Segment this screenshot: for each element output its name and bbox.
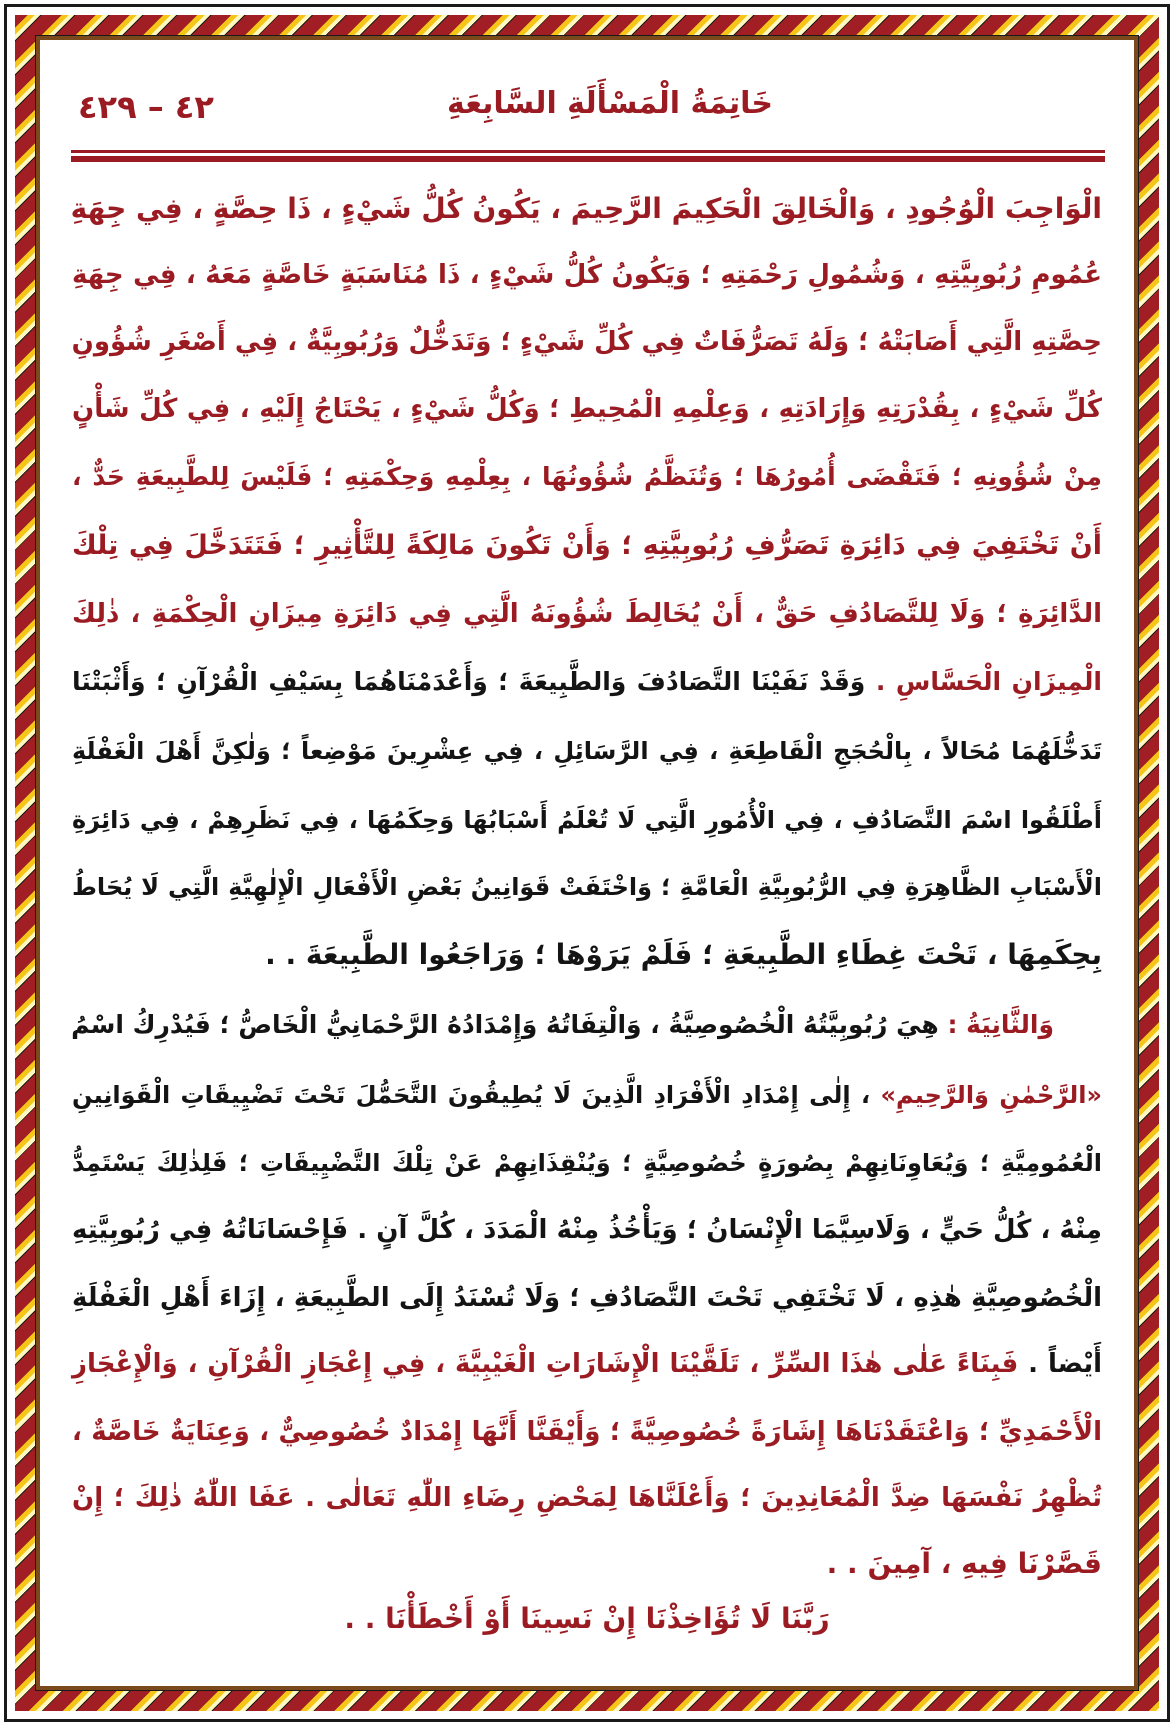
text-line	[72, 317, 1102, 367]
body-text-segment: أَيْضاً .	[1018, 1349, 1102, 1379]
highlighted-text: الْوَاجِبَ الْوُجُودِ ، وَالْخَالِقَ الْحَكِيمَ الرَّحِيمَ ، يَكُونُ كُلُّ شَيْءٍ ، ذَا حِصَّةٍ ، فِي جِهَةِ	[70, 192, 1102, 225]
text-line	[72, 1339, 1102, 1389]
text-line	[72, 1138, 1102, 1188]
body-text-segment: هِيَ رُبُوبِيَّتُهُ الْخُصُوصِيَّةُ ، وَالْتِفَاتُهُ وَإِمْدَادُهُ الرَّحْمَانِيُّ الْخَاصُّ ؛ فَيُدْرِكُ اسْمُ	[71, 1010, 939, 1039]
text-line	[72, 184, 1102, 234]
highlighted-text: الْأَحْمَدِيِّ ؛ وَاعْتَقَدْنَاهَا إِشَارَةً خُصُوصِيَّةً ؛ وَأَيْقَنَّا أَنَّهَا إِمْدَادٌ خُصُوصِيٌّ ، وَعِنَايَةٌ خَاصَّةٌ ،	[72, 1417, 1102, 1447]
body-text-segment: الْعُمُومِيَّةِ ؛ وَيُعَاوِنَانِهِمْ بِصُورَةٍ خُصُوصِيَّةٍ ؛ وَيُنْقِذَانِهِمْ عَنْ تِلْكَ التَّضْيِيقَاتِ ؛ فَلِذٰلِكَ يَسْتَمِدُّ	[72, 1149, 1102, 1177]
text-line	[72, 1407, 1102, 1457]
body-text-segment: الْأَسْبَابِ الظَّاهِرَةِ فِي الرُّبُوبِيَّةِ الْعَامَّةِ ؛ وَاخْتَفَتْ قَوَانِينُ بَعْضِ الْأَفْعَالِ الْإِلٰهِيَّةِ الَّتِي لَا يُحَاطُ	[72, 873, 1102, 901]
highlighted-text: قَصَّرْنَا فِيهِ ، آمِينَ . .	[826, 1547, 1102, 1580]
highlighted-text: حِصَّتِهِ الَّتِي أَصَابَتْهُ ؛ وَلَهُ تَصَرُّفَاتٌ فِي كُلِّ شَيْءٍ ؛ وَتَدَخُّلٌ وَرُبُوبِيَّةٌ ، فِي أَصْغَرِ شُؤُونِ	[71, 327, 1102, 357]
text-line	[72, 1473, 1102, 1523]
text-line	[72, 862, 1102, 912]
highlighted-text: «الرَّحْمٰنِ وَالرَّحِيمِ»	[870, 1081, 1102, 1109]
highlighted-text: الدَّائِرَةِ ؛ وَلَا لِلتَّصَادُفِ حَقٌّ ، أَنْ يُخَالِطَ شُؤُونَهُ الَّتِي فِي دَائِرَةِ مِيزَانِ الْحِكْمَةِ ، ذٰلِكَ	[72, 599, 1102, 629]
highlighted-text: أَنْ تَخْتَفِيَ فِي دَائِرَةِ تَصَرُّفِ رُبُوبِيَّتِهِ ؛ وَأَنْ تَكُونَ مَالِكَةً لِلتَّأْثِيرِ ؛ فَتَتَدَخَّلَ فِي تِلْكَ	[72, 530, 1102, 561]
body-text-segment: أَطْلَقُوا اسْمَ التَّصَادُفِ ، فِي الْأُمُورِ الَّتِي لَا تُعْلَمُ أَسْبَابُهَا وَحِكَمُهَا ، فِي نَظَرِهِمْ ، فِي دَائِرَةِ	[72, 806, 1102, 834]
text-line	[72, 452, 1102, 502]
body-text-segment: بِحِكَمِهَا ، تَحْتَ غِطَاءِ الطَّبِيعَةِ ؛ فَلَمْ يَرَوْهَا ؛ وَرَاجَعُوا الطَّبِيعَةَ . .	[265, 938, 1102, 971]
text-line	[72, 384, 1102, 434]
text-line	[72, 1273, 1102, 1323]
body-text-segment: مِنْهُ ، كُلُّ حَيٍّ ، وَلَاسِيَّمَا الْإِنْسَانُ ؛ وَيَأْخُذُ مِنْهُ الْمَدَدَ ، كُلَّ آنٍ . فَإِحْسَانَاتُهُ فِي رُبُوبِيَّتِهِ	[72, 1215, 1102, 1245]
text-line	[72, 930, 1102, 980]
highlighted-text: عُمُومِ رُبُوبِيَّتِهِ ، وَشُمُولِ رَحْمَتِهِ ؛ وَيَكُونُ كُلُّ شَيْءٍ ، ذَا مُنَاسَبَةٍ خَاصَّةٍ مَعَهُ ، فِي جِهَةِ	[72, 260, 1102, 290]
closing-prayer: رَبَّنَا لَا تُؤَاخِذْنَا إِنْ نَسِينَا أَوْ أَخْطَأْنَا . .	[344, 1602, 830, 1635]
running-title: خَاتِمَةُ الْمَسْأَلَةِ السَّابِعَةِ	[447, 86, 773, 121]
highlighted-text: وَالثَّانِيَةُ :	[938, 1010, 1054, 1039]
body-text-segment: وَقَدْ نَفَيْنَا التَّصَادُفَ وَالطَّبِيعَةَ ؛ وَأَعْدَمْنَاهُمَا بِسَيْفِ الْقُرْآنِ ؛ وَأَثْبَتْنَا	[72, 667, 866, 696]
text-line	[72, 1000, 1054, 1050]
text-line	[72, 1539, 1102, 1589]
text-line	[72, 589, 1102, 639]
highlighted-text: كُلِّ شَيْءٍ ، بِقُدْرَتِهِ وَإِرَادَتِهِ ، وَعِلْمِهِ الْمُحِيطِ ؛ وَكُلُّ شَيْءٍ ، يَحْتَاجُ إِلَيْهِ ، فِي كُلِّ شَأْنٍ	[72, 394, 1102, 424]
text-line	[72, 795, 1102, 845]
highlighted-text: تُظْهِرُ نَفْسَهَا ضِدَّ الْمُعَانِدِينَ ؛ وَأَعْلَنَّاهَا لِمَحْضِ رِضَاءِ اللّٰهِ تَعَالٰى . عَفَا اللّٰهُ ذٰلِكَ ؛ إِنْ	[72, 1483, 1102, 1513]
body-text-segment: تَدَخُّلَهُمَا مُحَالاً ، بِالْحُجَجِ الْقَاطِعَةِ ، فِي الرَّسَائِلِ ، فِي عِشْرِينَ مَوْضِعاً ؛ وَلٰكِنَّ أَهْلَ الْغَفْلَةِ	[72, 737, 1102, 765]
text-line	[72, 657, 1102, 707]
text-line	[72, 250, 1102, 300]
page-number: ٤٢ – ٤٢٩	[78, 88, 214, 126]
header-rule-top	[71, 150, 1105, 153]
highlighted-text: فَبِنَاءً عَلٰى هٰذَا السِّرِّ ، تَلَقَّيْنَا الْإِشَارَاتِ الْغَيْبِيَّةَ ، فِي إِعْجَازِ الْقُرْآنِ ، وَالْإِعْجَازِ	[72, 1349, 1019, 1379]
text-line	[72, 1070, 1102, 1120]
highlighted-text: الْمِيزَانِ الْحَسَّاسِ .	[865, 667, 1102, 696]
text-line	[72, 521, 1102, 571]
header-rule-bottom	[71, 156, 1105, 162]
body-text-segment: الْخُصُوصِيَّةِ هٰذِهِ ، لَا تَخْتَفِي تَحْتَ التَّصَادُفِ ؛ وَلَا تُسْنَدُ إِلَى الطَّبِيعَةِ ، إِزَاءَ أَهْلِ الْغَفْلَةِ	[72, 1283, 1102, 1313]
text-line	[72, 726, 1102, 776]
highlighted-text: مِنْ شُؤُونِهِ ؛ فَتَقْضَى أُمُورُهَا ؛ وَتُنَظَّمُ شُؤُونُهَا ، بِعِلْمِهِ وَحِكْمَتِهِ ؛ فَلَيْسَ لِلطَّبِيعَةِ حَدٌّ ،	[72, 462, 1102, 491]
text-line	[72, 1205, 1102, 1255]
body-text-segment: ، إِلٰى إِمْدَادِ الْأَفْرَادِ الَّذِينَ لَا يُطِيقُونَ التَّحَمُّلَ تَحْتَ تَضْيِيقَاتِ الْقَوَانِينِ	[72, 1081, 871, 1109]
